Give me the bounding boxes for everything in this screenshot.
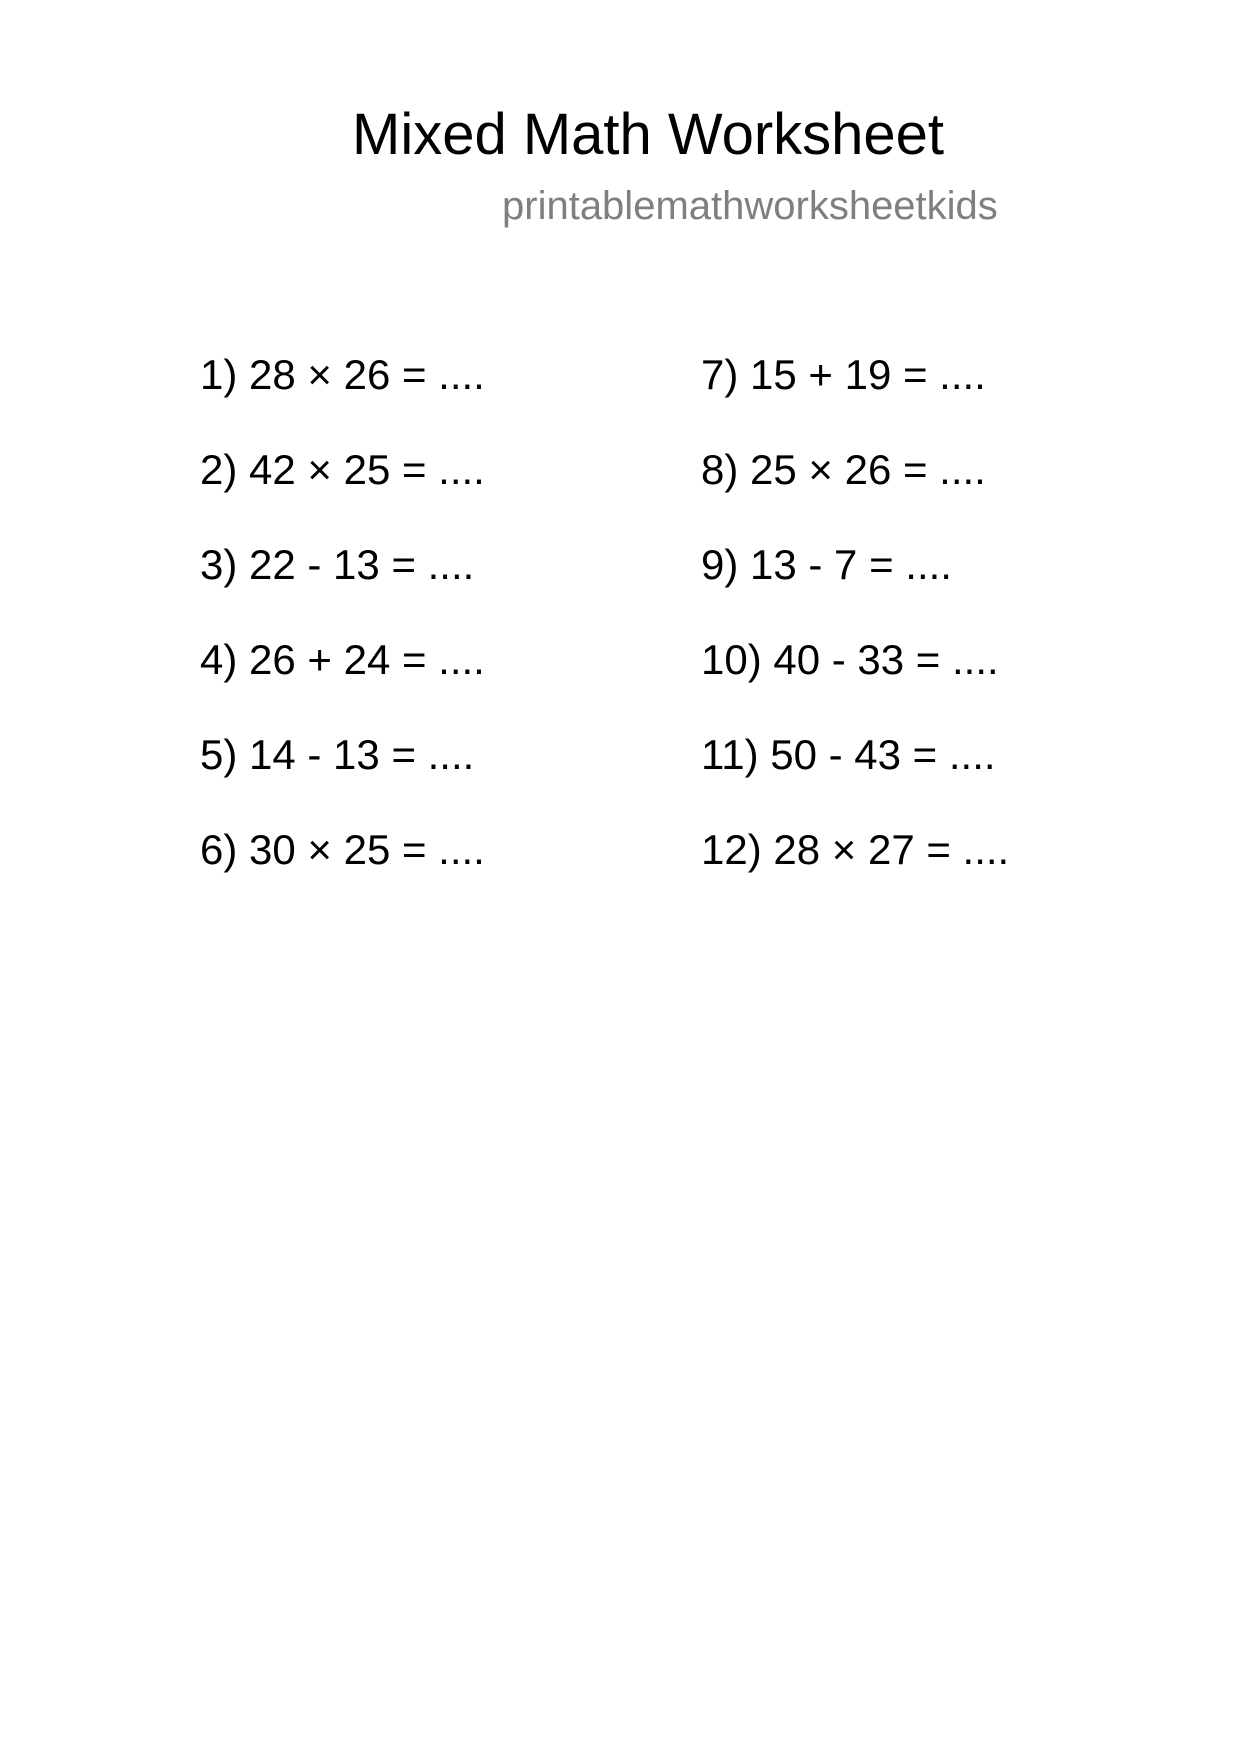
problem-3: 3) 22 - 13 = .... xyxy=(200,541,475,588)
problem-10: 10) 40 - 33 = .... xyxy=(701,636,999,683)
page-title: Mixed Math Worksheet xyxy=(352,102,945,167)
problem-2: 2) 42 × 25 = .... xyxy=(200,446,485,493)
problem-12: 12) 28 × 27 = .... xyxy=(701,826,1010,873)
problem-6: 6) 30 × 25 = .... xyxy=(200,826,485,873)
problem-column-right xyxy=(701,350,1009,920)
problem-1: 1) 28 × 26 = .... xyxy=(200,351,485,398)
problem-5: 5) 14 - 13 = .... xyxy=(200,731,475,778)
problem-column-left xyxy=(200,350,485,920)
problem-8: 8) 25 × 26 = .... xyxy=(701,446,986,493)
problem-11: 11) 50 - 43 = .... xyxy=(701,731,996,778)
problem-7: 7) 15 + 19 = .... xyxy=(701,351,986,398)
problem-4: 4) 26 + 24 = .... xyxy=(200,636,485,683)
problem-9: 9) 13 - 7 = .... xyxy=(701,541,952,588)
site-name: printablemathworksheetkids xyxy=(502,184,998,228)
